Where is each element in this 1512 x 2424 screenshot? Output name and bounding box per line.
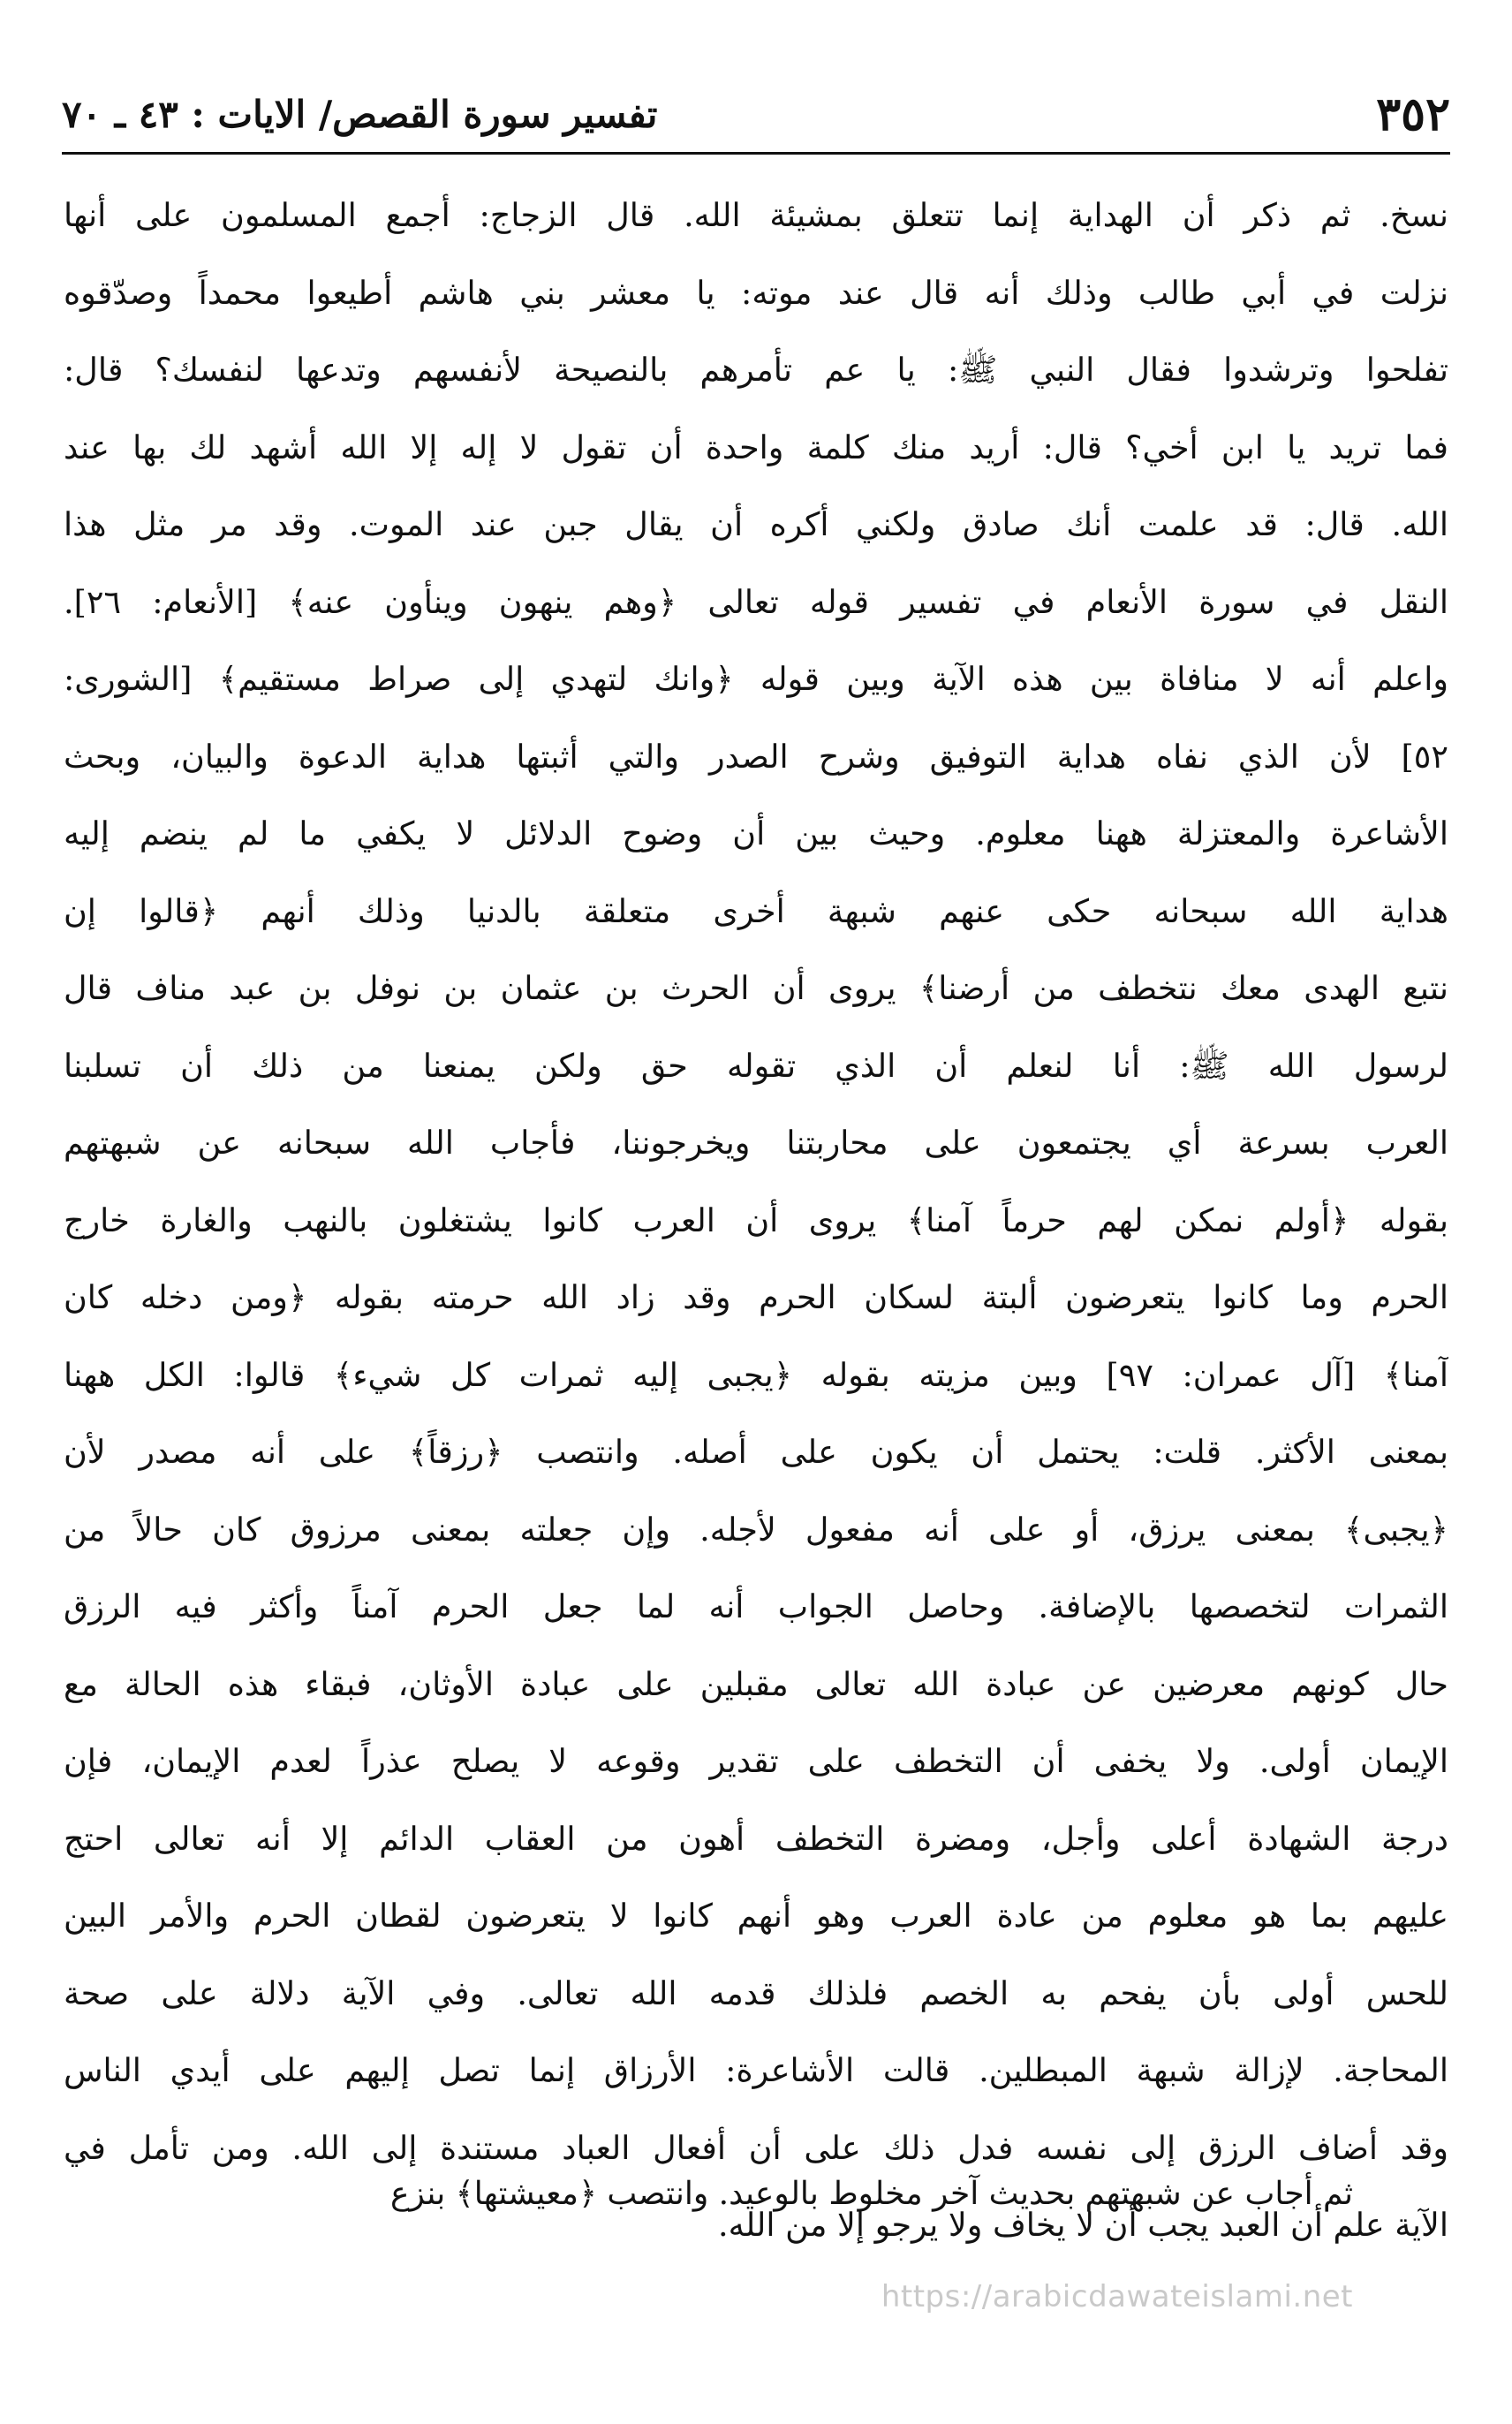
text-line: بقوله ﴿أولم نمكن لهم حرماً آمنا﴾ يروى أن العرب كانوا يشتغلون بالنهب والغارة خارج [64, 1201, 1448, 1239]
text-line: ﴿يجبى﴾ بمعنى يرزق، أو على أنه مفعول لأجله. وإن جعلته بمعنى مرزوق كان حالاً من [64, 1510, 1448, 1549]
page-header [62, 81, 1450, 152]
text-line: وقد أضاف الرزق إلى نفسه فدل ذلك على أن أفعال العباد مستندة إلى الله. ومن تأمل في [64, 2128, 1448, 2167]
text-line: الأشاعرة والمعتزلة ههنا معلوم. وحيث بين أن وضوح الدلائل لا يكفي ما لم ينضم إليه [64, 814, 1448, 852]
text-line: المحاجة. لإزالة شبهة المبطلين. قالت الأشاعرة: الأرزاق إنما تصل إليهم على أيدي الناس [64, 2051, 1448, 2089]
text-line: الله. قال: قد علمت أنك صادق ولكني أكره أن يقال جبن عند الموت. وقد مر مثل هذا [64, 505, 1448, 543]
text-line: نتبع الهدى معك نتخطف من أرضنا﴾ يروى أن الحرث بن عثمان بن نوفل بن عبد مناف قال [64, 969, 1448, 1007]
text-line: الإيمان أولى. ولا يخفى أن التخطف على تقدير وقوعه لا يصلح عذراً لعدم الإيمان، فإن [64, 1742, 1448, 1780]
text-line: حال كونهم معرضين عن عبادة الله تعالى مقبلين على عبادة الأوثان، فبقاء هذه الحالة مع [64, 1664, 1448, 1703]
watermark-url: https://arabicdawateislami.net [881, 2279, 1353, 2314]
text-line: الحرم وما كانوا يتعرضون ألبتة لسكان الحرم وقد زاد الله حرمته بقوله ﴿ومن دخله كان [64, 1278, 1448, 1316]
text-line: فما تريد يا ابن أخي؟ قال: أريد منك كلمة واحدة أن تقول لا إله إلا الله أشهد لك بها عند [64, 428, 1448, 466]
text-line: آمنا﴾ [آل عمران: ٩٧] وبين مزيته بقوله ﴿يجبى إليه ثمرات كل شيء﴾ قالوا: الكل ههنا [64, 1355, 1448, 1394]
footnote-line: ثم أجاب عن شبهتهم بحديث آخر مخلوط بالوعيد. وانتصب ﴿معيشتها﴾ بنزع [390, 2176, 1353, 2212]
text-line: عليهم بما هو معلوم من عادة العرب وهو أنهم كانوا لا يتعرضون لقطان الحرم والأمر البين [64, 1897, 1448, 1935]
text-line: الآية علم أن العبد يجب أن لا يخاف ولا يرجو إلا من الله. [717, 2206, 1448, 2244]
text-line: العرب بسرعة أي يجتمعون على محاربتنا ويخرجوننا، فأجاب الله سبحانه عن شبهتهم [64, 1124, 1448, 1162]
body-text [64, 177, 1448, 2264]
running-title: تفسير سورة القصص/ الايات : ٤٣ ـ ٧٠ [62, 93, 658, 136]
text-line: ٥٢] لأن الذي نفاه هداية التوفيق وشرح الصدر والتي أثبتها هداية الدعوة والبيان، وبحث [64, 737, 1448, 776]
text-line: لرسول الله ﷺ: أنا لنعلم أن الذي تقوله حق ولكن يمنعنا من ذلك أن تسلبنا [64, 1046, 1448, 1085]
text-line: هداية الله سبحانه حكى عنهم شبهة أخرى متعلقة بالدنيا وذلك أنهم ﴿قالوا إن [64, 891, 1448, 930]
text-line: نسخ. ثم ذكر أن الهداية إنما تتعلق بمشيئة الله. قال الزجاج: أجمع المسلمون على أنها [64, 196, 1448, 234]
text-line: للحس أولى بأن يفحم به الخصم فلذلك قدمه الله تعالى. وفي الآية دلالة على صحة [64, 1973, 1448, 2012]
text-line: واعلم أنه لا منافاة بين هذه الآية وبين قوله ﴿وانك لتهدي إلى صراط مستقيم﴾ [الشورى: [64, 660, 1448, 698]
page-number: ٣٥٢ [1376, 87, 1450, 141]
header-rule [62, 152, 1450, 155]
text-line: تفلحوا وترشدوا فقال النبي ﷺ: يا عم تأمرهم بالنصيحة لأنفسهم وتدعها لنفسك؟ قال: [64, 351, 1448, 389]
footnote-text [150, 2155, 1353, 2233]
text-line: الثمرات لتخصصها بالإضافة. وحاصل الجواب أنه لما جعل الحرم آمناً وأكثر فيه الرزق [64, 1587, 1448, 1625]
text-line: النقل في سورة الأنعام في تفسير قوله تعالى ﴿وهم ينهون وينأون عنه﴾ [الأنعام: ٢٦]. [64, 582, 1448, 621]
text-line: بمعنى الأكثر. قلت: يحتمل أن يكون على أصله. وانتصب ﴿رزقاً﴾ على أنه مصدر لأن [64, 1433, 1448, 1471]
text-line: درجة الشهادة أعلى وأجل، ومضرة التخطف أهون من العقاب الدائم إلا أنه تعالى احتج [64, 1819, 1448, 1858]
text-line: نزلت في أبي طالب وذلك أنه قال عند موته: يا معشر بني هاشم أطيعوا محمداً وصدّقوه [64, 273, 1448, 312]
